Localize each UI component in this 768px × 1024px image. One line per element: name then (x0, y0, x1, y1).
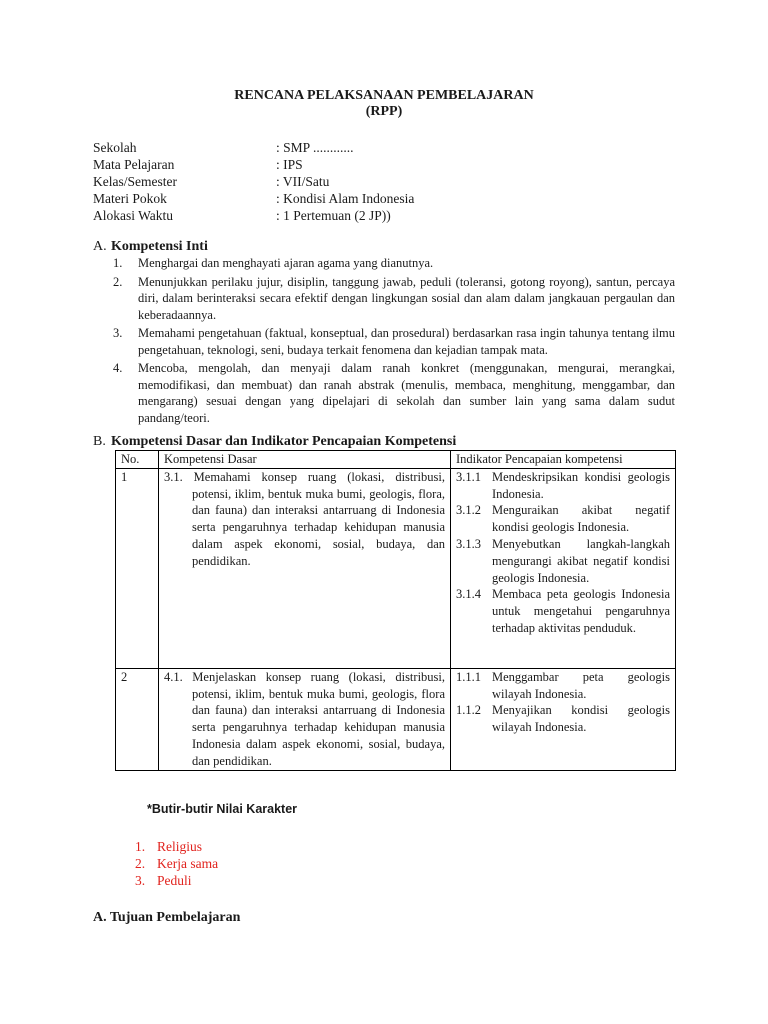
section-tujuan-heading: A. Tujuan Pembelajaran (93, 910, 241, 925)
kd-text: 3.1. Memahami konsep ruang (lokasi, distribusi, potensi, iklim, bentuk muka bumi, geologis, flora, dan fauna) dan interaksi antarruang di Indonesia serta pengaruhnya terhadap kehidupan manusia dalam aspek ekonomi, sosial, budaya, dan pendidikan. (164, 469, 445, 568)
indikator-item (456, 502, 670, 536)
list-number: 3. (113, 326, 123, 340)
section-kompetensi-dasar-heading (93, 433, 456, 450)
cell-indikator (451, 468, 676, 668)
list-number: 1. (113, 256, 123, 270)
indikator-text: Membaca peta geologis Indonesia untuk mengetahui pengaruhnya terhadap aktivitas penduduk. (492, 587, 670, 635)
indikator-number: 3.1.3 (456, 536, 481, 551)
list-text: Kerja sama (157, 856, 219, 871)
section-title: Kompetensi Dasar dan Indikator Pencapaian Kompetensi (111, 434, 457, 449)
identity-value: : IPS (276, 157, 303, 172)
cell-indikator (451, 668, 676, 770)
indikator-number: 1.1.1 (456, 669, 481, 684)
identity-label: Sekolah (93, 140, 137, 155)
indikator-text: Menyebutkan langkah-langkah mengurangi akibat negatif kondisi geologis Indonesia. (492, 536, 670, 585)
list-text: Mencoba, mengolah, dan menyaji dalam ranah konkret (menggunakan, mengurai, merangkai, memodifikasi, dan membuat) dan ranah abstrak (menulis, membaca, menghitung, menggambar, dan mengarang) sesuai dengan yang dipelajari di sekolah dan sumber lain yang sama dalam sudut pandang/teori. (138, 361, 675, 425)
indikator-item (456, 586, 670, 636)
kd-text: 4.1. Menjelaskan konsep ruang (lokasi, distribusi, potensi, iklim, bentuk muka bumi, geologis, flora dan fauna) dan interaksi antarruang di Indonesia serta pengaruhnya terhadap kehidupan manusia Indonesia dalam aspek ekonomi, sosial, budaya, dan pendidikan. (164, 669, 445, 768)
list-text: Religius (157, 839, 203, 854)
indikator-number: 1.1.2 (456, 703, 481, 718)
nilai-karakter-heading: *Butir-butir Nilai Karakter (147, 802, 298, 816)
identity-row (93, 190, 414, 207)
identity-block (93, 139, 414, 224)
doc-subtitle: (RPP) (365, 104, 403, 119)
identity-row (93, 139, 414, 156)
nilai-karakter-list (135, 838, 218, 889)
section-title: Kompetensi Inti (111, 239, 208, 254)
column-header-indikator: Indikator Pencapaian kompetensi (451, 451, 676, 469)
list-number: 2. (113, 274, 123, 289)
identity-row (93, 207, 414, 224)
list-text: Peduli (157, 873, 192, 888)
section-kompetensi-inti-heading (93, 238, 208, 255)
column-header-kd: Kompetensi Dasar (159, 451, 451, 469)
identity-value: : 1 Pertemuan (2 JP)) (276, 208, 391, 223)
section-number: A. (93, 239, 107, 254)
list-item (135, 872, 218, 889)
list-item (135, 855, 218, 872)
list-number: 2. (135, 856, 146, 871)
identity-value: : VII/Satu (276, 174, 330, 189)
indikator-text: Menguraikan akibat negatif kondisi geologis Indonesia. (492, 503, 670, 535)
kompetensi-inti-list (113, 255, 675, 428)
indikator-text: Menggambar peta geologis wilayah Indonesia. (492, 669, 670, 701)
list-number: 4. (113, 361, 123, 375)
identity-label: Mata Pelajaran (93, 157, 175, 172)
identity-label: Alokasi Waktu (93, 208, 174, 223)
list-item (113, 255, 675, 272)
indikator-text: Menyajikan kondisi geologis wilayah Indonesia. (492, 703, 670, 735)
list-item (113, 360, 675, 426)
table-row (116, 468, 676, 668)
list-item (135, 838, 218, 855)
list-text: Menghargai dan menghayati ajaran agama yang dianutnya. (138, 256, 434, 270)
list-text: Memahami pengetahuan (faktual, konseptual, dan prosedural) berdasarkan rasa ingin tahunya tentang ilmu pengetahuan, teknologi, seni, budaya terkait fenomena dan kejadian tampak mata. (138, 326, 675, 357)
indikator-text: Mendeskripsikan kondisi geologis Indonesia. (492, 469, 670, 501)
column-header-no: No. (116, 451, 159, 469)
indikator-item (456, 702, 670, 736)
list-text: Menunjukkan perilaku jujur, disiplin, tanggung jawab, peduli (toleransi, gotong royong), santun, percaya diri, dalam berinteraksi secara efektif dengan lingkungan sosial dan alam dalam jangkauan pergaulan dan keberadaannya. (138, 274, 675, 322)
identity-value: : Kondisi Alam Indonesia (276, 191, 415, 206)
indikator-item (456, 469, 670, 503)
indikator-item (456, 669, 670, 703)
cell-no: 2 (116, 668, 159, 770)
list-number: 1. (135, 839, 146, 854)
identity-value: : SMP ............ (276, 140, 354, 155)
identity-label: Kelas/Semester (93, 174, 177, 189)
table-header-row (116, 451, 676, 469)
indikator-number: 3.1.2 (456, 503, 481, 518)
doc-title: RENCANA PELAKSANAAN PEMBELAJARAN (234, 88, 534, 103)
identity-row (93, 173, 414, 190)
cell-kd (159, 468, 451, 668)
section-number: B. (93, 434, 106, 449)
cell-no: 1 (116, 468, 159, 668)
table-row (116, 668, 676, 770)
indikator-number: 3.1.1 (456, 469, 481, 484)
cell-kd (159, 668, 451, 770)
indikator-number: 3.1.4 (456, 587, 481, 602)
identity-label: Materi Pokok (93, 191, 167, 206)
list-number: 3. (135, 873, 146, 888)
list-item (113, 325, 675, 358)
identity-row (93, 156, 414, 173)
indikator-item (456, 536, 670, 586)
kompetensi-table (115, 450, 676, 771)
list-item (113, 274, 675, 324)
